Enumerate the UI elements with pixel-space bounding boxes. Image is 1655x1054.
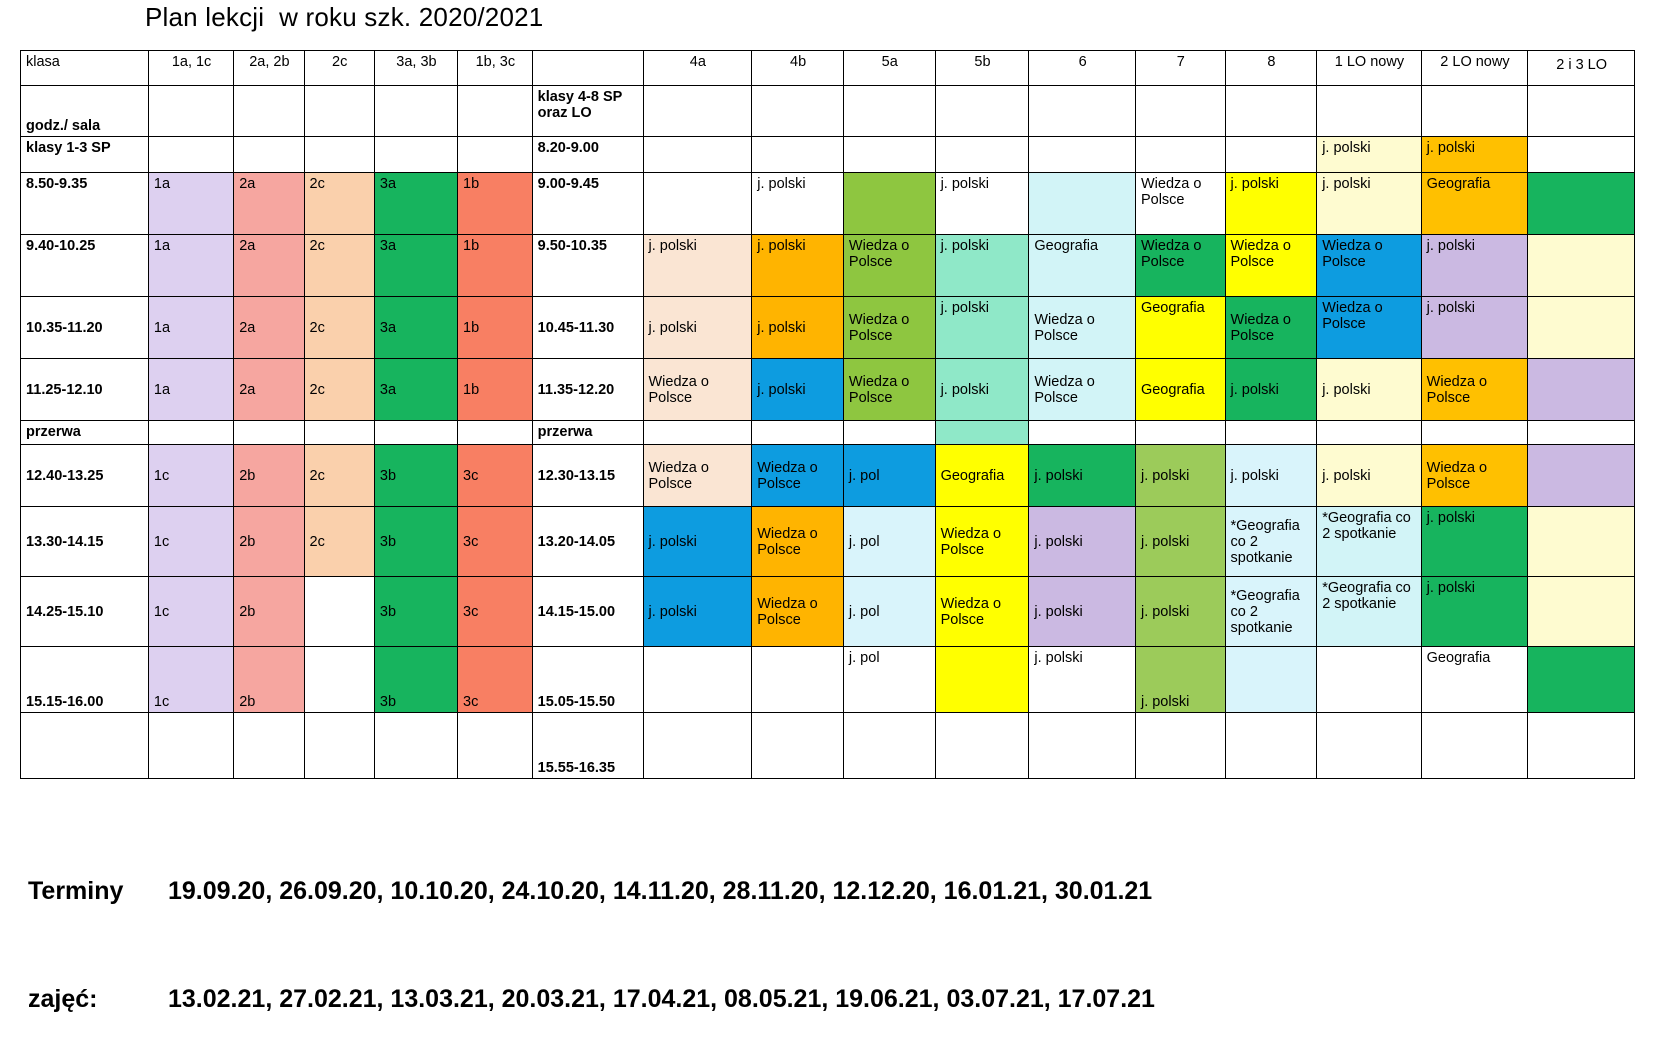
dates-line-1 <box>28 873 1155 909</box>
cell: Wiedza o Polsce <box>643 445 752 507</box>
cell: Wiedza o Polsce <box>843 297 935 359</box>
header-col-7: 7 <box>1135 51 1225 86</box>
cell <box>1528 577 1635 647</box>
cell: 3b <box>374 507 457 577</box>
cell <box>1528 297 1635 359</box>
cell: 2a <box>234 173 304 235</box>
cell <box>1528 445 1635 507</box>
cell: 3c <box>458 445 533 507</box>
cell: j. polski <box>1135 647 1225 713</box>
row-label-right: 13.20-14.05 <box>532 507 643 577</box>
cell <box>1317 647 1421 713</box>
cell <box>304 577 374 647</box>
row-label-right: 14.15-15.00 <box>532 577 643 647</box>
cell <box>458 713 533 779</box>
cell: j. polski <box>1225 173 1317 235</box>
cell: Wiedza o Polsce <box>843 359 935 421</box>
dates-label-1: Terminy <box>28 876 124 905</box>
table-row <box>21 137 1635 173</box>
header-col-2a2b: 2a, 2b <box>234 51 304 86</box>
cell <box>374 713 457 779</box>
cell: j. polski <box>1421 137 1528 173</box>
cell: j. pol <box>843 647 935 713</box>
cell: j. polski <box>643 297 752 359</box>
cell <box>1029 421 1136 445</box>
cell <box>843 137 935 173</box>
row-label-left: 10.35-11.20 <box>21 297 149 359</box>
cell <box>1225 713 1317 779</box>
cell: 2c <box>304 297 374 359</box>
cell <box>1135 86 1225 137</box>
cell <box>643 713 752 779</box>
cell: j. polski <box>752 173 844 235</box>
timetable <box>20 50 1635 779</box>
cell: j. polski <box>643 507 752 577</box>
row-label-right-line1: klasy 4-8 SP <box>537 89 623 105</box>
table-row <box>21 359 1635 421</box>
cell: j. polski <box>752 359 844 421</box>
cell: j. polski <box>1225 445 1317 507</box>
cell: Geografia <box>1135 359 1225 421</box>
cell <box>234 713 304 779</box>
row-label-right: 11.35-12.20 <box>532 359 643 421</box>
cell <box>1528 235 1635 297</box>
cell: 2a <box>234 359 304 421</box>
cell: Wiedza o Polsce <box>1225 297 1317 359</box>
cell: *Geografia co 2 spotkanie <box>1317 577 1421 647</box>
cell <box>148 421 233 445</box>
cell: j. pol <box>843 577 935 647</box>
cell <box>234 421 304 445</box>
row-label-left: przerwa <box>21 421 149 445</box>
cell: 2c <box>304 445 374 507</box>
cell <box>148 86 233 137</box>
cell: 2b <box>234 445 304 507</box>
cell: j. polski <box>1225 359 1317 421</box>
cell: 3a <box>374 297 457 359</box>
cell: 3c <box>458 647 533 713</box>
cell <box>1225 421 1317 445</box>
cell <box>374 86 457 137</box>
row-label-right-line2: oraz LO <box>537 105 592 122</box>
cell <box>1528 173 1635 235</box>
cell <box>1421 86 1528 137</box>
table-row <box>21 297 1635 359</box>
cell: j. polski <box>643 577 752 647</box>
cell: Geografia <box>1029 235 1136 297</box>
row-label-left: klasy 1-3 SP <box>21 137 149 173</box>
cell: j. polski <box>1029 577 1136 647</box>
cell: Wiedza o Polsce <box>843 235 935 297</box>
header-col-8: 8 <box>1225 51 1317 86</box>
header-col-5b: 5b <box>935 51 1029 86</box>
table-row <box>21 235 1635 297</box>
cell <box>935 647 1029 713</box>
cell: 2c <box>304 173 374 235</box>
row-label-left: 12.40-13.25 <box>21 445 149 507</box>
row-label-right: 12.30-13.15 <box>532 445 643 507</box>
cell: 1c <box>148 507 233 577</box>
cell: Wiedza o Polsce <box>752 507 844 577</box>
row-label-left: godz./ sala <box>21 86 149 137</box>
cell: 1a <box>148 173 233 235</box>
cell: *Geografia co 2 spotkanie <box>1225 507 1317 577</box>
cell: Wiedza o Polsce <box>1029 359 1136 421</box>
cell: 2c <box>304 507 374 577</box>
cell <box>304 137 374 173</box>
cell: j. polski <box>1317 359 1421 421</box>
table-row <box>21 647 1635 713</box>
cell <box>1029 86 1136 137</box>
row-label-left: 9.40-10.25 <box>21 235 149 297</box>
cell: 3a <box>374 173 457 235</box>
cell <box>843 421 935 445</box>
cell <box>1528 137 1635 173</box>
cell: j. polski <box>935 173 1029 235</box>
table-row <box>21 713 1635 779</box>
cell <box>1528 86 1635 137</box>
cell <box>935 421 1029 445</box>
cell: j. polski <box>1135 507 1225 577</box>
cell <box>643 137 752 173</box>
cell <box>1317 421 1421 445</box>
cell: Wiedza o Polsce <box>1135 235 1225 297</box>
cell: j. polski <box>752 235 844 297</box>
cell: j. polski <box>1029 445 1136 507</box>
cell: 3c <box>458 577 533 647</box>
cell: Wiedza o Polsce <box>1135 173 1225 235</box>
cell: j. polski <box>1421 235 1528 297</box>
cell: Wiedza o Polsce <box>935 577 1029 647</box>
cell: Wiedza o Polsce <box>1421 359 1528 421</box>
cell <box>752 713 844 779</box>
cell <box>643 173 752 235</box>
header-col-2lo: 2 LO nowy <box>1421 51 1528 86</box>
cell <box>643 86 752 137</box>
cell: 2c <box>304 235 374 297</box>
cell: j. polski <box>1029 647 1136 713</box>
table-row <box>21 577 1635 647</box>
cell: 2a <box>234 235 304 297</box>
cell: j. pol <box>843 507 935 577</box>
row-label-right <box>532 86 643 137</box>
cell: Geografia <box>1135 297 1225 359</box>
cell: j. polski <box>643 235 752 297</box>
cell: 3b <box>374 647 457 713</box>
header-col-5a: 5a <box>843 51 935 86</box>
cell: Wiedza o Polsce <box>752 445 844 507</box>
header-col-4a: 4a <box>643 51 752 86</box>
table-row <box>21 86 1635 137</box>
dates-values-2: 13.02.21, 27.02.21, 13.03.21, 20.03.21, 17.04.21, 08.05.21, 19.06.21, 03.07.21, 17.07.21 <box>168 985 1155 1014</box>
row-label-left <box>21 713 149 779</box>
cell: j. polski <box>1317 173 1421 235</box>
cell: 1b <box>458 297 533 359</box>
cell <box>1135 713 1225 779</box>
row-label-left: 14.25-15.10 <box>21 577 149 647</box>
cell <box>374 421 457 445</box>
cell <box>1029 137 1136 173</box>
cell: Geografia <box>1421 647 1528 713</box>
cell <box>374 137 457 173</box>
row-label-left: 13.30-14.15 <box>21 507 149 577</box>
dates-footer <box>28 800 1155 1054</box>
row-label-right: przerwa <box>532 421 643 445</box>
cell <box>843 86 935 137</box>
cell: Wiedza o Polsce <box>1029 297 1136 359</box>
cell <box>1528 713 1635 779</box>
row-label-right: 15.05-15.50 <box>532 647 643 713</box>
cell <box>752 86 844 137</box>
cell: 1c <box>148 647 233 713</box>
cell: Wiedza o Polsce <box>1317 235 1421 297</box>
cell: j. polski <box>1135 577 1225 647</box>
row-label-right: 9.50-10.35 <box>532 235 643 297</box>
cell <box>234 137 304 173</box>
cell: 2c <box>304 359 374 421</box>
cell: Geografia <box>935 445 1029 507</box>
cell: *Geografia co 2 spotkanie <box>1225 577 1317 647</box>
cell: 1b <box>458 359 533 421</box>
cell <box>1225 137 1317 173</box>
cell: Wiedza o Polsce <box>935 507 1029 577</box>
cell: 1a <box>148 359 233 421</box>
cell: j. polski <box>935 359 1029 421</box>
dates-label-2: zajęć: <box>28 985 98 1014</box>
cell: j. polski <box>935 235 1029 297</box>
header-klasa: klasa <box>21 51 149 86</box>
cell: 3c <box>458 507 533 577</box>
cell: Wiedza o Polsce <box>1225 235 1317 297</box>
row-label-left: 11.25-12.10 <box>21 359 149 421</box>
table-row-break <box>21 421 1635 445</box>
row-label-left: 15.15-16.00 <box>21 647 149 713</box>
cell <box>752 647 844 713</box>
cell <box>643 421 752 445</box>
header-col-3a3b: 3a, 3b <box>374 51 457 86</box>
cell <box>148 137 233 173</box>
cell <box>935 86 1029 137</box>
cell: j. polski <box>1421 507 1528 577</box>
cell: j. polski <box>935 297 1029 359</box>
cell: 1a <box>148 297 233 359</box>
row-label-left: 8.50-9.35 <box>21 173 149 235</box>
cell: 3a <box>374 235 457 297</box>
cell: 1b <box>458 235 533 297</box>
cell: Geografia <box>1421 173 1528 235</box>
cell <box>1225 86 1317 137</box>
row-label-right: 8.20-9.00 <box>532 137 643 173</box>
row-label-right: 10.45-11.30 <box>532 297 643 359</box>
cell <box>1528 359 1635 421</box>
header-col-4b: 4b <box>752 51 844 86</box>
cell: j. polski <box>1029 507 1136 577</box>
table-row <box>21 173 1635 235</box>
cell <box>304 86 374 137</box>
cell <box>304 713 374 779</box>
header-col-2i3lo: 2 i 3 LO <box>1528 51 1635 86</box>
cell <box>458 86 533 137</box>
cell <box>1135 421 1225 445</box>
cell: 2a <box>234 297 304 359</box>
cell: j. polski <box>1421 297 1528 359</box>
header-col-1a1c: 1a, 1c <box>148 51 233 86</box>
cell <box>1029 713 1136 779</box>
cell <box>458 137 533 173</box>
cell: 2b <box>234 647 304 713</box>
table-header-row <box>21 51 1635 86</box>
cell: 2b <box>234 507 304 577</box>
page-title: Plan lekcji w roku szk. 2020/2021 <box>145 2 544 32</box>
cell <box>1135 137 1225 173</box>
table-row <box>21 445 1635 507</box>
dates-values-1: 19.09.20, 26.09.20, 10.10.20, 24.10.20, 14.11.20, 28.11.20, 12.12.20, 16.01.21, 30.01.21 <box>168 876 1153 905</box>
row-label-right: 15.55-16.35 <box>532 713 643 779</box>
cell <box>1317 86 1421 137</box>
cell: 1c <box>148 577 233 647</box>
cell <box>752 137 844 173</box>
header-col-6: 6 <box>1029 51 1136 86</box>
cell <box>234 86 304 137</box>
cell <box>458 421 533 445</box>
cell: j. polski <box>1421 577 1528 647</box>
cell <box>1317 713 1421 779</box>
cell: j. polski <box>752 297 844 359</box>
cell <box>643 647 752 713</box>
cell: j. pol <box>843 445 935 507</box>
dates-line-2 <box>28 981 1155 1017</box>
cell: Wiedza o Polsce <box>643 359 752 421</box>
cell <box>1421 421 1528 445</box>
table-row <box>21 507 1635 577</box>
cell: Wiedza o Polsce <box>752 577 844 647</box>
header-col-1lo: 1 LO nowy <box>1317 51 1421 86</box>
cell <box>1528 421 1635 445</box>
header-col-2c: 2c <box>304 51 374 86</box>
cell: j. polski <box>1135 445 1225 507</box>
cell <box>935 713 1029 779</box>
cell: 3b <box>374 577 457 647</box>
cell <box>1421 713 1528 779</box>
cell: Wiedza o Polsce <box>1421 445 1528 507</box>
cell <box>843 713 935 779</box>
cell <box>752 421 844 445</box>
cell <box>148 713 233 779</box>
cell: 1c <box>148 445 233 507</box>
cell <box>304 421 374 445</box>
cell <box>1528 647 1635 713</box>
cell: 1b <box>458 173 533 235</box>
cell: Wiedza o Polsce <box>1317 297 1421 359</box>
cell <box>304 647 374 713</box>
cell <box>1225 647 1317 713</box>
cell: 3a <box>374 359 457 421</box>
cell <box>843 173 935 235</box>
cell <box>1029 173 1136 235</box>
cell: j. polski <box>1317 137 1421 173</box>
cell: 1a <box>148 235 233 297</box>
cell: j. polski <box>1317 445 1421 507</box>
cell: 2b <box>234 577 304 647</box>
header-col-times <box>532 51 643 86</box>
row-label-right: 9.00-9.45 <box>532 173 643 235</box>
cell <box>935 137 1029 173</box>
cell: 3b <box>374 445 457 507</box>
header-col-1b3c: 1b, 3c <box>458 51 533 86</box>
cell <box>1528 507 1635 577</box>
cell: *Geografia co 2 spotkanie <box>1317 507 1421 577</box>
